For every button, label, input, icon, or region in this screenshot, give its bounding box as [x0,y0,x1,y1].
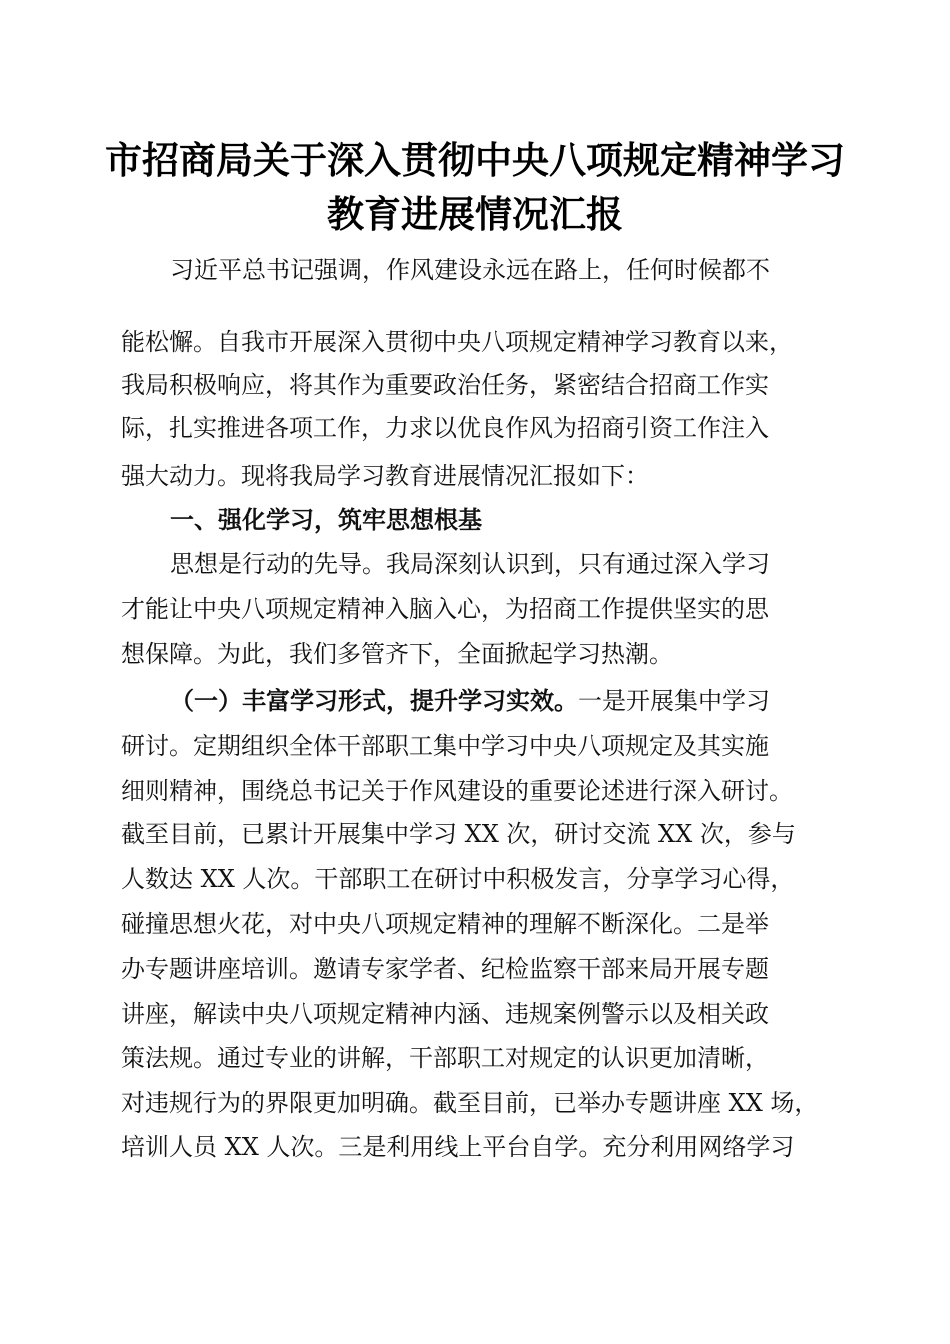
subsection-line: 细则精神，围绕总书记关于作风建设的重要论述进行深入研讨。 [121,777,793,805]
subsection-first-rest: 一是开展集中学习 [578,687,770,715]
subsection-line: 研讨。定期组织全体干部职工集中学习中央八项规定及其实施 [121,732,769,760]
intro-line: 强大动力。现将我局学习教育进展情况汇报如下： [121,462,649,490]
subsection-line: 讲座，解读中央八项规定精神内涵、违规案例警示以及相关政 [121,1000,769,1028]
subsection-line: 碰撞思想火花，对中央八项规定精神的理解不断深化。二是举 [121,910,769,938]
subsection-line: 培训人员 XX 人次。三是利用线上平台自学。充分利用网络学习 [121,1133,795,1161]
section1-line: 才能让中央八项规定精神入脑入心，为招商工作提供坚实的思 [121,595,769,623]
subsection-lead: （一）丰富学习形式，提升学习实效。 [170,686,578,715]
document-title-line-2: 教育进展情况汇报 [327,192,623,236]
section-heading: 一、强化学习，筑牢思想根基 [170,506,482,534]
subsection-first-line [170,684,890,718]
document-title-line-1: 市招商局关于深入贯彻中央八项规定精神学习 [105,138,845,182]
intro-line: 际，扎实推进各项工作，力求以优良作风为招商引资工作注入 [121,414,769,442]
section1-line: 想保障。为此，我们多管齐下，全面掀起学习热潮。 [121,640,673,668]
section1-line: 思想是行动的先导。我局深刻认识到，只有通过深入学习 [170,550,770,578]
intro-line: 习近平总书记强调，作风建设永远在路上，任何时候都不 [170,256,770,284]
intro-line: 我局积极响应，将其作为重要政治任务，紧密结合招商工作实 [121,371,769,399]
intro-line: 能松懈。自我市开展深入贯彻中央八项规定精神学习教育以来， [121,328,793,356]
subsection-line: 对违规行为的界限更加明确。截至目前，已举办专题讲座 XX 场， [121,1089,819,1117]
subsection-line: 策法规。通过专业的讲解，干部职工对规定的认识更加清晰， [121,1044,769,1072]
subsection-line: 办专题讲座培训。邀请专家学者、纪检监察干部来局开展专题 [121,955,769,983]
subsection-line: 人数达 XX 人次。干部职工在研讨中积极发言，分享学习心得， [121,865,795,893]
subsection-line: 截至目前，已累计开展集中学习 XX 次，研讨交流 XX 次，参与 [121,820,796,848]
